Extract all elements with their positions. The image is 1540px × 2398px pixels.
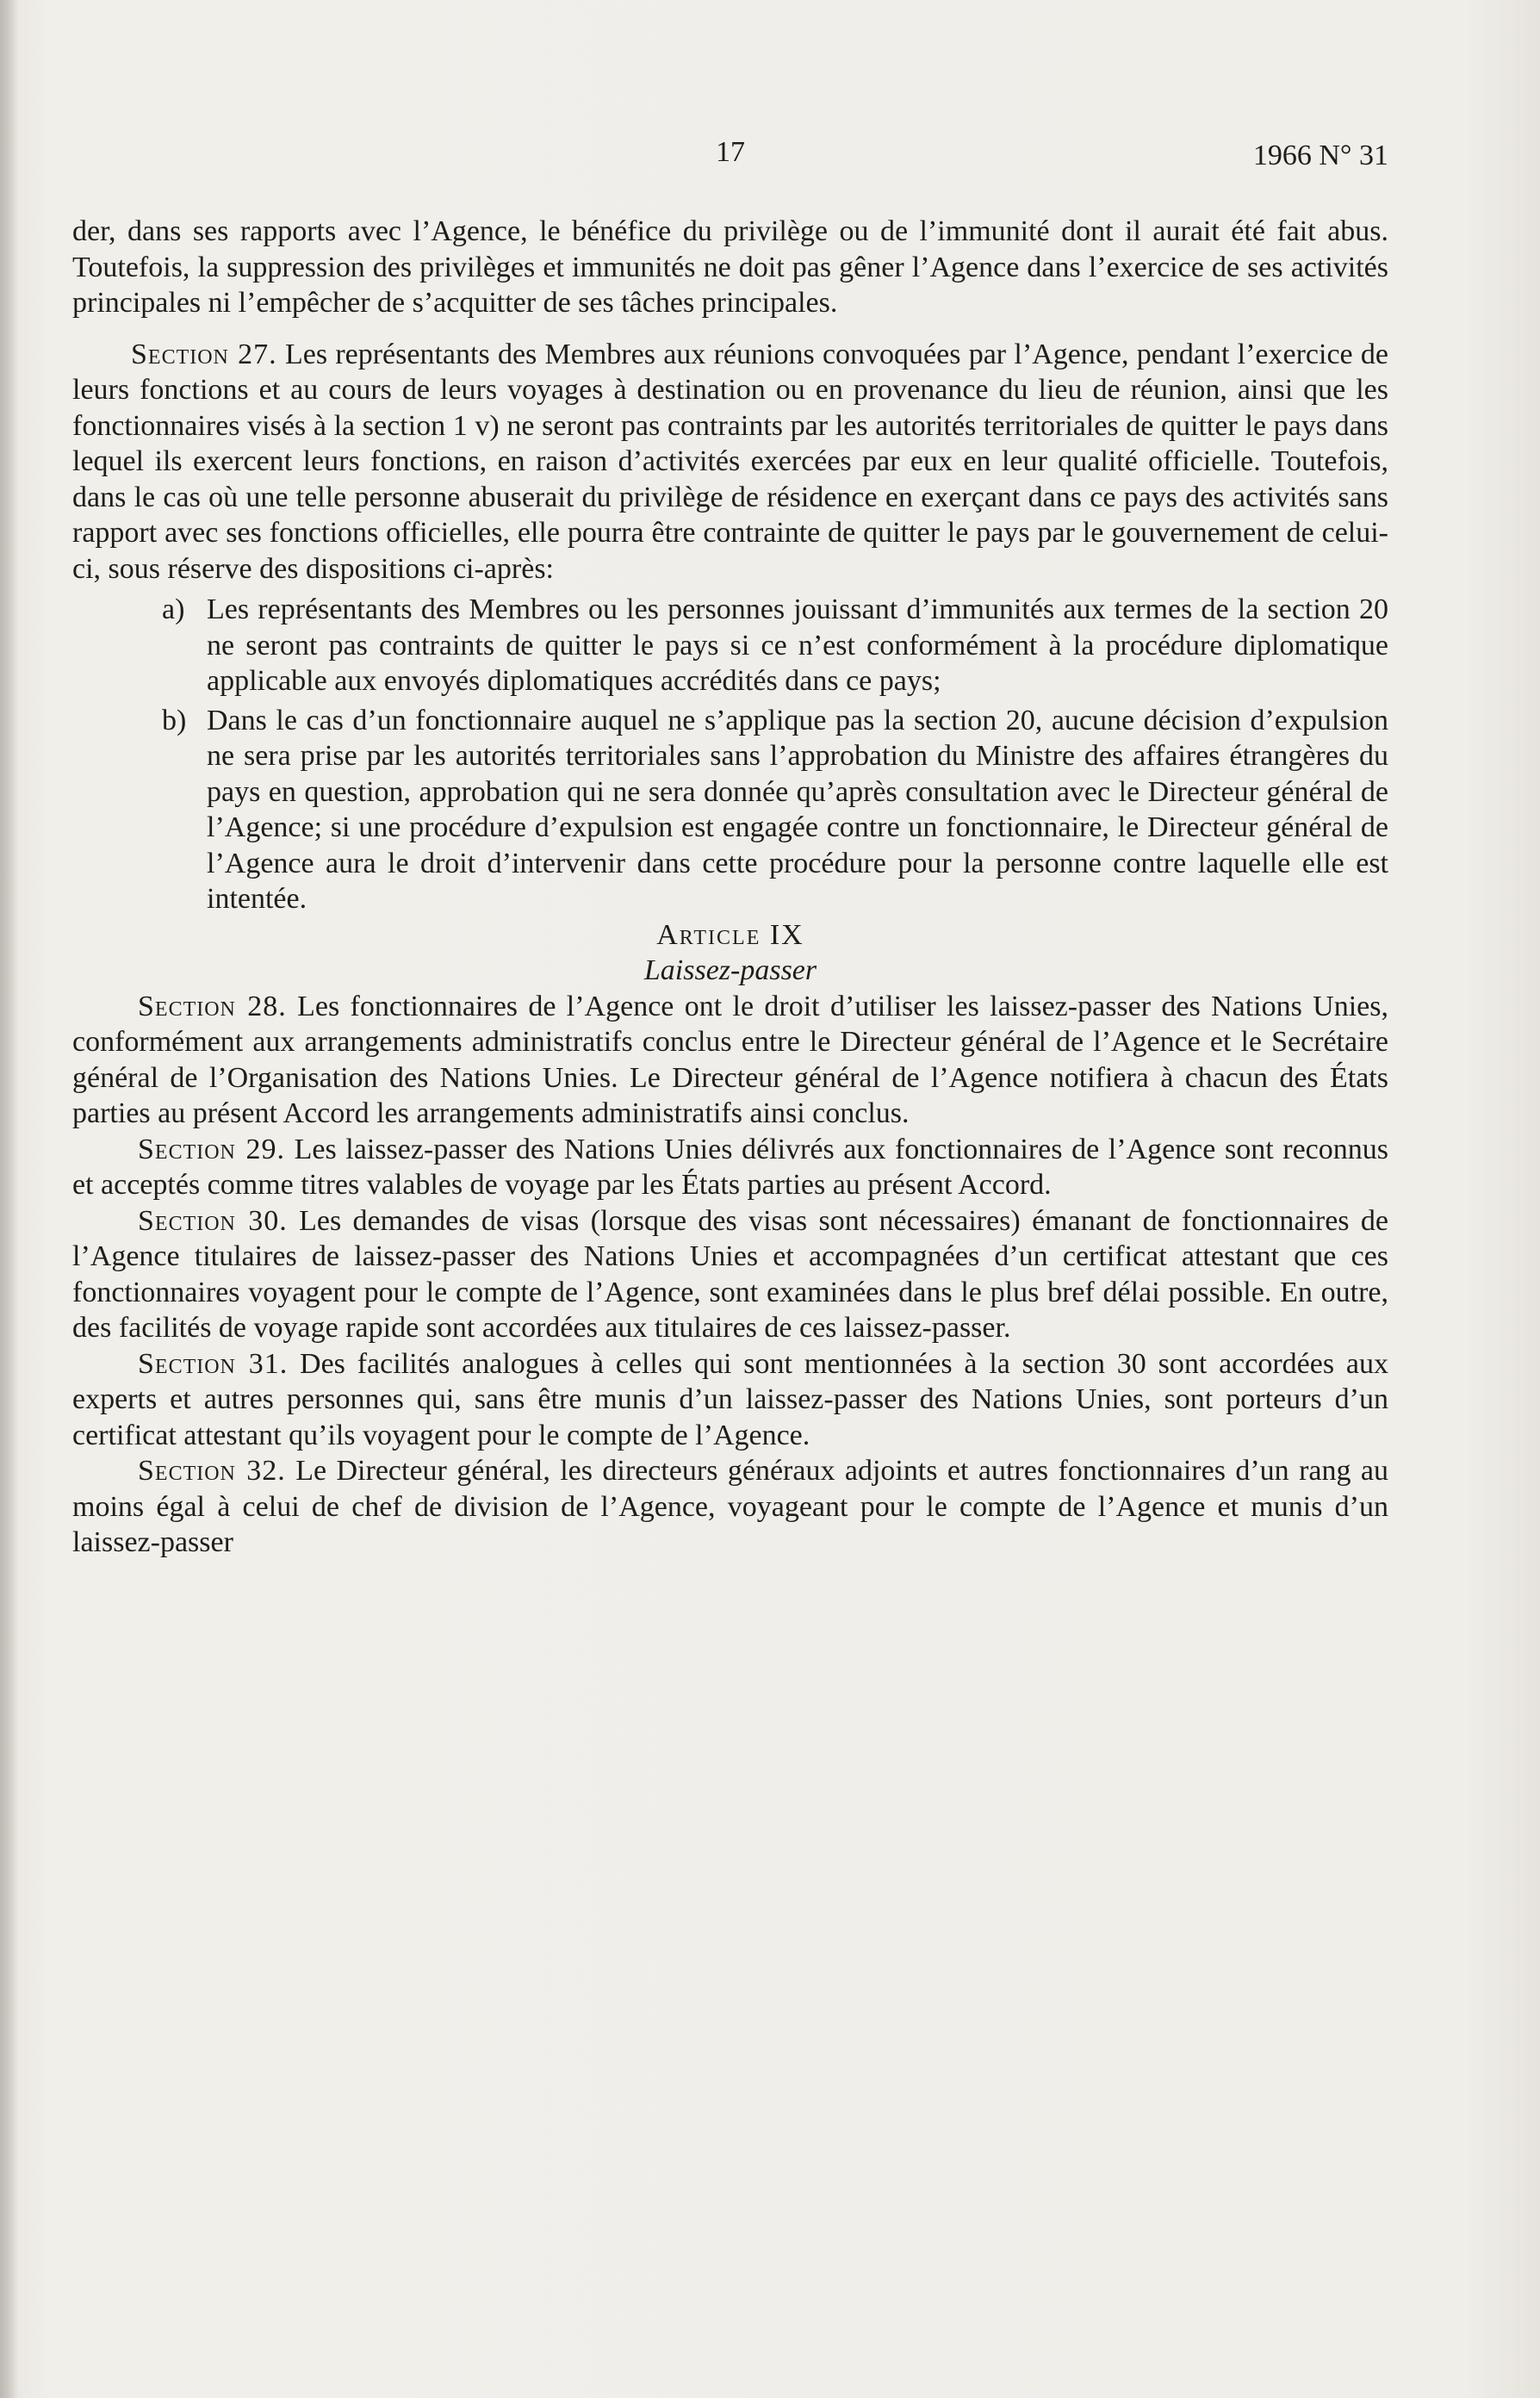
section-29-paragraph [72,1132,1388,1203]
item-label: a) [162,593,185,625]
binding-shadow [0,0,19,2398]
section-27-label: Section 27. [131,338,277,370]
section-27-paragraph [72,337,1388,587]
section-28-paragraph [72,989,1388,1132]
treaty-reference: 1966 N° 31 [1252,140,1388,171]
article-heading: Article IX [656,918,804,951]
section-32-label: Section 32. [138,1455,286,1487]
page-number: 17 [716,136,745,168]
section-31-paragraph [72,1346,1388,1454]
section-29-label: Section 29. [138,1133,285,1165]
section-27-items [72,592,1388,917]
section-32-paragraph [72,1453,1388,1561]
list-item [72,592,1388,699]
intro-paragraph: der, dans ses rapports avec l’Agence, le bénéfice du privilège ou de l’immunité dont il aurait été fait abus. Toutefois, la suppression des privilèges et immunités ne doit pas gêner l’Agence dans l’exercice de ses activités principales ni l’empêcher de s’acquitter de ses tâches principales. [72,215,1388,319]
section-30-text: Les demandes de visas (lorsque des visas sont nécessaires) émanant de fonctionnaires de l’Agence titulaires de laissez-passer des Nations Unies et accompagnées d’un certificat attestant que ces fonctionnaires voyagent pour le compte de l’Agence, sont examinées dans le plus bref délai possible. En outre, des facilités de voyage rapide sont accordées aux titulaires de ces laissez-passer. [72,1204,1388,1344]
item-text: Dans le cas d’un fonctionnaire auquel ne s’applique pas la section 20, aucune décision d’expulsion ne sera prise par les autorités territoriales sans l’approbation du Ministre des affaires étrangères du pays en question, approbation qui ne sera donnée qu’après consultation avec le Directeur général de l’Agence; si une procédure d’expulsion est engagée contre un fonctionnaire, le Directeur général de l’Agence aura le droit d’intervenir dans cette procédure pour la personne contre laquelle elle est intentée. [207,704,1388,915]
item-text: Les représentants des Membres ou les personnes jouissant d’immunités aux termes de la section 20 ne seront pas contraints de quitter le pays si ce n’est conformément à la procédure diplomatique applicable aux envoyés diplomatiques accrédités dans ce pays; [207,593,1388,697]
article-subtitle: Laissez-passer [643,954,817,986]
page-body [72,214,1388,1561]
section-30-paragraph [72,1203,1388,1346]
section-27-text: Les représentants des Membres aux réunions convoquées par l’Agence, pendant l’exercice de leurs fonctions et au cours de leurs voyages à destination ou en provenance du lieu de réunion, ainsi que les fonctionnaires visés à la section 1 v) ne seront pas contraints par les autorités territoriales de quitter le pays dans lequel ils exercent leurs fonctions, en raison d’activités exercées par eux en leur qualité officielle. Toutefois, dans le cas où une telle personne abuserait du privilège de résidence en exerçant dans ce pays des activités sans rapport avec ses fonctions officielles, elle pourra être contrainte de quitter le pays par le gouvernement de celui-ci, sous réserve des dispositions ci-après: [72,338,1389,585]
section-32-text: Le Directeur général, les directeurs généraux adjoints et autres fonctionnaires d’un rang au moins égal à celui de chef de division de l’Agence, voyageant pour le compte de l’Agence et munis d’un laissez-passer [72,1455,1388,1558]
page-header [72,136,1388,179]
section-31-label: Section 31. [138,1347,289,1380]
section-29-text: Les laissez-passer des Nations Unies délivrés aux fonctionnaires de l’Agence sont reconnus et acceptés comme titres valables de voyage par les États parties au présent Accord. [72,1133,1388,1201]
section-30-label: Section 30. [138,1204,288,1237]
list-item [72,703,1388,917]
section-28-text: Les fonctionnaires de l’Agence ont le droit d’utiliser les laissez-passer des Nations Unies, conformément aux arrangements administratifs conclus entre le Directeur général de l’Agence et le Secrétaire général de l’Organisation des Nations Unies. Le Directeur général de l’Agence notifiera à chacun des États parties au présent Accord les arrangements administratifs ainsi conclus. [72,990,1389,1129]
section-31-text: Des facilités analogues à celles qui sont mentionnées à la section 30 sont accordées aux experts et autres personnes qui, sans être munis d’un laissez-passer des Nations Unies, sont porteurs d’un certificat attestant qu’ils voyagent pour le compte de l’Agence. [72,1347,1388,1451]
item-label: b) [162,704,187,736]
section-28-label: Section 28. [138,990,287,1022]
